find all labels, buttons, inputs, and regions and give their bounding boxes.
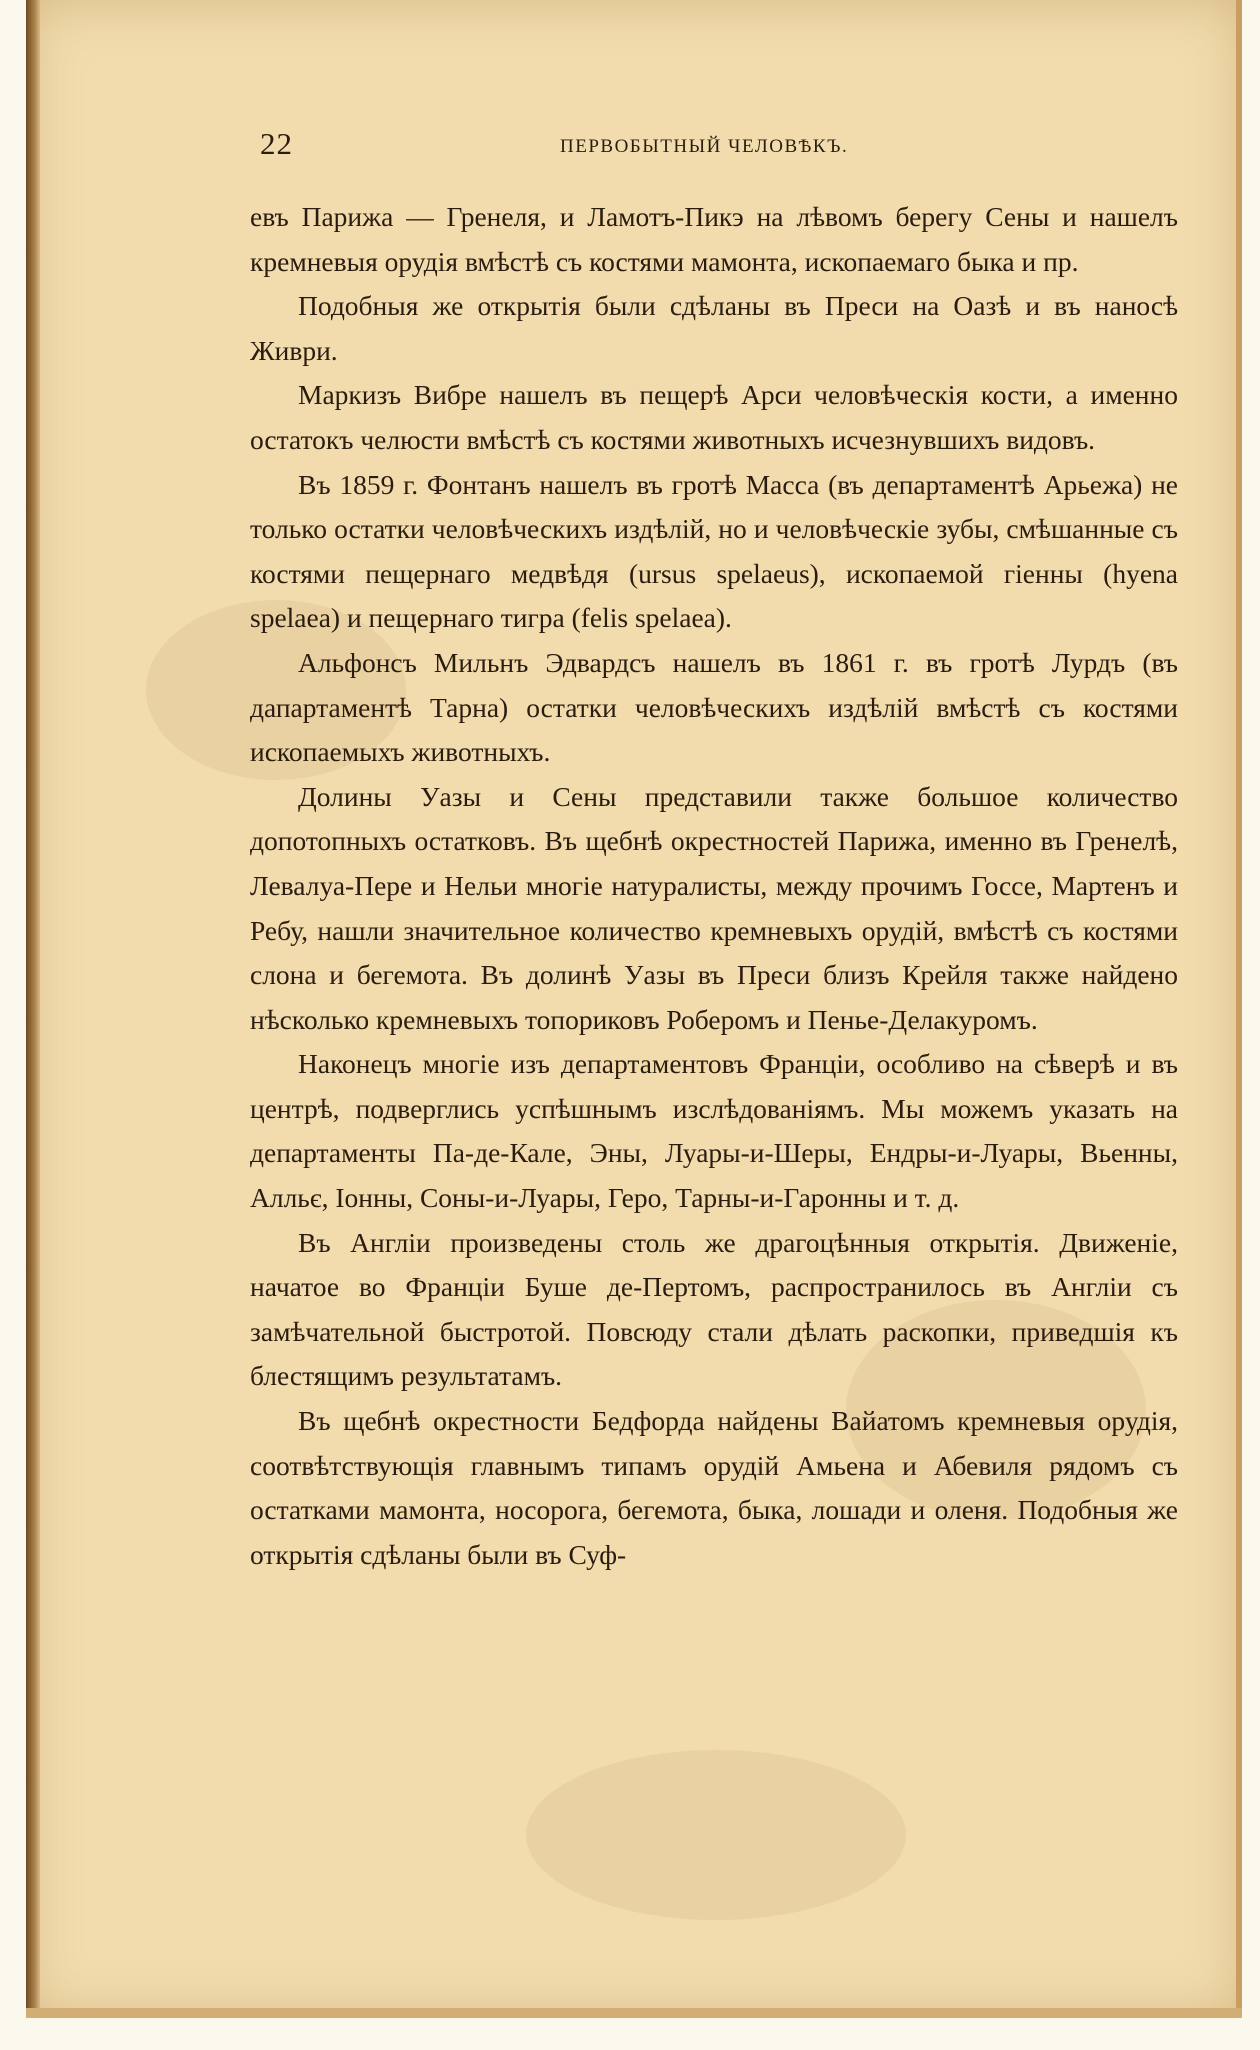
paragraph: Подобныя же открытія были сдѣланы въ Преси на Оазѣ и въ наносѣ Живри. — [250, 290, 1178, 366]
paragraph: Въ Англіи произведены столь же драгоцѣнныя открытія. Движеніе, начатое во Франціи Буше де-Пертомъ, распространилось въ Англіи съ замѣчательной быстротой. Повсюду стали дѣлать раскопки, приведшія къ блестящимъ результатамъ. — [250, 1226, 1178, 1392]
page-bottom-edge — [26, 2008, 1242, 2018]
paragraph: Маркизъ Вибре нашелъ въ пещерѣ Арси человѣческія кости, а именно остатокъ челюсти вмѣстѣ съ костями животныхъ исчезнувшихъ видовъ. — [250, 379, 1178, 455]
body-text — [250, 195, 1178, 1577]
paragraph: евъ Парижа — Гренеля, и Ламотъ-Пикэ на лѣвомъ берегу Сены и нашелъ кремневыя орудія вмѣстѣ съ костями мамонта, ископаемаго быка и пр. — [250, 201, 1178, 277]
paper-stain — [526, 1750, 906, 1920]
page-binding-edge — [26, 0, 40, 2018]
paragraph: Въ щебнѣ окрестности Бедфорда найдены Вайатомъ кремневыя орудія, соотвѣтствующія главнымъ типамъ орудій Амьена и Абевиля рядомъ съ остатками мамонта, носорога, бегемота, быка, лошади и оленя. Подобныя же открытія сдѣланы были въ Суф- — [250, 1405, 1178, 1570]
page-right-edge — [1236, 0, 1242, 2018]
running-title: ПЕРВОБЫТНЫЙ ЧЕЛОВѢКЪ. — [560, 136, 849, 157]
paragraph: Наконецъ многіе изъ департаментовъ Франціи, особливо на сѣверѣ и въ центрѣ, подверглись успѣшнымъ изслѣдованіямъ. Мы можемъ указать на департаменты Па-де-Кале, Эны, Луары-и-Шеры, Ендры-и-Луары, Вьенны, Алльє, Іонны, Соны-и-Луары, Геро, Тарны-и-Гаронны и т. д. — [250, 1048, 1178, 1214]
page-number: 22 — [260, 126, 293, 161]
page-header — [260, 126, 1180, 174]
paragraph: Долины Уазы и Сены представили также большое количество допотопныхъ остатковъ. Въ щебнѣ окрестностей Парижа, именно въ Гренелѣ, Левалуа-Пере и Нельи многіе натуралисты, между прочимъ Госсе, Мартенъ и Ребу, нашли значительное количество кремневыхъ орудій, вмѣстѣ съ костями слона и бегемота. Въ долинѣ Уазы въ Преси близъ Крейля также найдено нѣсколько кремневыхъ топориковъ Роберомъ и Пенье-Делакуромъ. — [250, 780, 1178, 1035]
paragraph: Въ 1859 г. Фонтанъ нашелъ въ гротѣ Масса (въ департаментѣ Арьежа) не только остатки человѣческихъ издѣлій, но и человѣческіе зубы, смѣшанные съ костями пещернаго медвѣдя (ursus spelaeus), ископаемой гіенны (hyena spelaea) и пещернаго тигра (felis spelaea). — [250, 468, 1178, 634]
paragraph: Альфонсъ Мильнъ Эдвардсъ нашелъ въ 1861 г. въ гротѣ Лурдъ (въ дапартаментѣ Тарна) остатки человѣческихъ издѣлій вмѣстѣ съ костями ископаемыхъ животныхъ. — [250, 646, 1178, 768]
